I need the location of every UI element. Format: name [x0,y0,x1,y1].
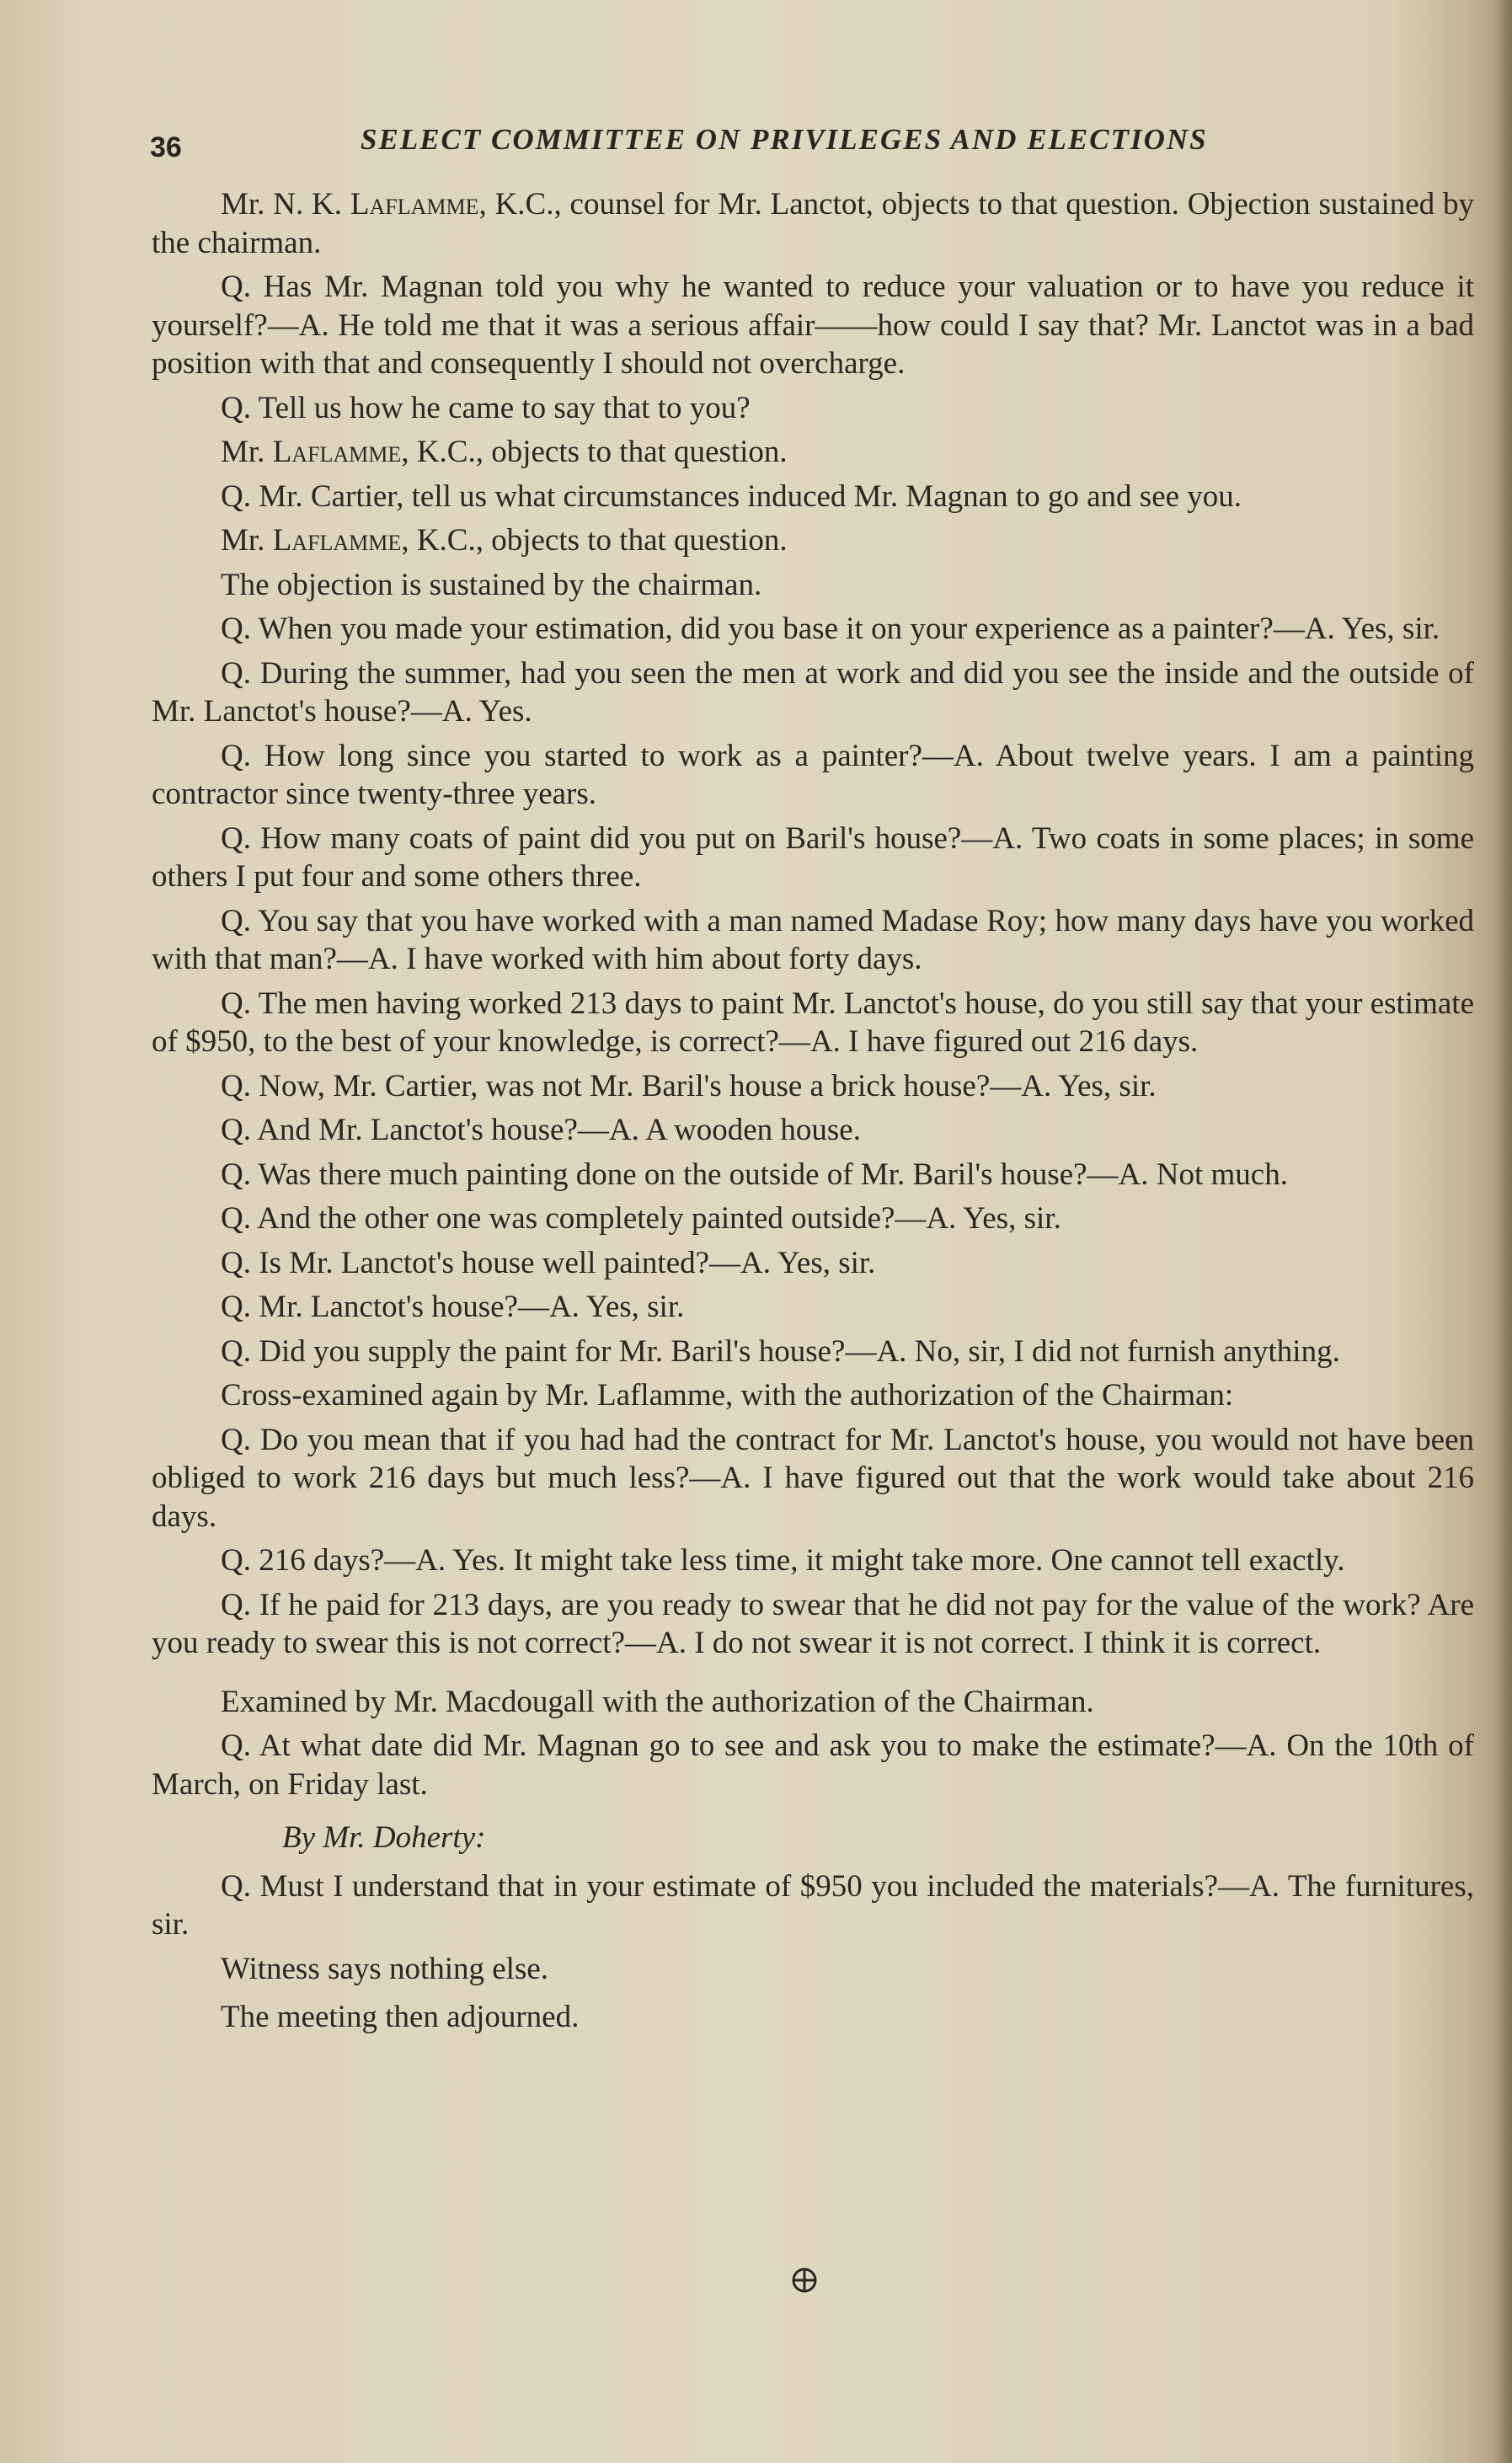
paragraph: Witness says nothing else. [221,1951,549,1986]
paragraph: Q. How many coats of paint did you put on Baril's house?—A. Two coats in some places; in some others I put four and some others three. [152,820,1474,894]
paragraph: Mr. N. K. Laflamme, K.C., counsel for Mr. Lanctot, objects to that question. Objection sustained by the chairman. [152,187,1474,260]
circled-plus-fleuron-icon [790,2266,819,2295]
examiner-byline: By Mr. Doherty: [282,1820,486,1855]
page-header [150,123,1472,165]
paragraph: Q. 216 days?—A. Yes. It might take less time, it might take more. One cannot tell exactly. [221,1543,1345,1578]
paragraph: Q. During the summer, had you seen the men at work and did you see the inside and the outside of Mr. Lanctot's house?—A. Yes. [152,655,1474,729]
page-number: 36 [150,131,182,163]
paragraph: Q. Now, Mr. Cartier, was not Mr. Baril's house a brick house?—A. Yes, sir. [221,1068,1157,1103]
paragraph: Q. Must I understand that in your estimate of $950 you included the materials?—A. The furnitures, sir. [152,1868,1474,1942]
paragraph: The objection is sustained by the chairman. [221,567,762,602]
paragraph: Q. Do you mean that if you had had the contract for Mr. Lanctot's house, you would not have been obliged to work 216 days but much less?—A. I have figured out that the work would take about 216 days. [152,1422,1474,1534]
paragraph: Q. You say that you have worked with a man named Madase Roy; how many days have you worked with that man?—A. I have worked with him about forty days. [152,903,1474,976]
paragraph: Q. Tell us how he came to say that to you? [221,390,751,425]
paragraph: Q. When you made your estimation, did you base it on your experience as a painter?—A. Yes, sir. [221,612,1440,646]
paragraph: The meeting then adjourned. [221,2000,580,2034]
paragraph: Q. And the other one was completely painted outside?—A. Yes, sir. [221,1201,1061,1236]
paragraph: Q. Mr. Lanctot's house?—A. Yes, sir. [221,1290,685,1324]
document-body [152,185,1474,2047]
paragraph: Q. And Mr. Lanctot's house?—A. A wooden house. [221,1113,861,1147]
paragraph: Mr. Laflamme, K.C., objects to that question. [221,523,788,558]
running-title: SELECT COMMITTEE ON PRIVILEGES AND ELECTIONS [361,123,1208,156]
paragraph: Q. Has Mr. Magnan told you why he wanted to reduce your valuation or to have you reduce it yourself?—A. He told me that it was a serious affair——how could I say that? Mr. Lanctot was in a bad position with that and consequently I should not overcharge. [152,270,1474,381]
paragraph: Q. Mr. Cartier, tell us what circumstances induced Mr. Magnan to go and see you. [221,478,1242,514]
paragraph: Q. How long since you started to work as a painter?—A. About twelve years. I am a painting contractor since twenty-three years. [152,738,1474,811]
speaker-name: Laflamme [272,435,402,469]
paragraph: Q. Was there much painting done on the outside of Mr. Baril's house?—A. Not much. [221,1157,1288,1192]
speaker-name: Laflamme [350,187,479,222]
speaker-name: Laflamme [272,523,402,558]
paragraph: Examined by Mr. Macdougall with the authorization of the Chairman. [221,1684,1094,1719]
paragraph: Q. Is Mr. Lanctot's house well painted?—A. Yes, sir. [221,1245,876,1280]
paragraph: Q. Did you supply the paint for Mr. Baril's house?—A. No, sir, I did not furnish anything. [221,1333,1340,1369]
paragraph: Q. At what date did Mr. Magnan go to see and ask you to make the estimate?—A. On the 10th of March, on Friday last. [152,1728,1474,1802]
paragraph: Mr. Laflamme, K.C., objects to that question. [221,435,788,469]
paragraph: Q. If he paid for 213 days, are you ready to swear that he did not pay for the value of the work? Are you ready to swear this is not correct?—A. I do not swear it is not correct. I think it is correct. [152,1587,1474,1660]
paragraph: Cross-examined again by Mr. Laflamme, with the authorization of the Chairman: [221,1378,1234,1413]
paragraph: Q. The men having worked 213 days to paint Mr. Lanctot's house, do you still say that your estimate of $950, to the best of your knowledge, is correct?—A. I have figured out 216 days. [152,986,1474,1059]
